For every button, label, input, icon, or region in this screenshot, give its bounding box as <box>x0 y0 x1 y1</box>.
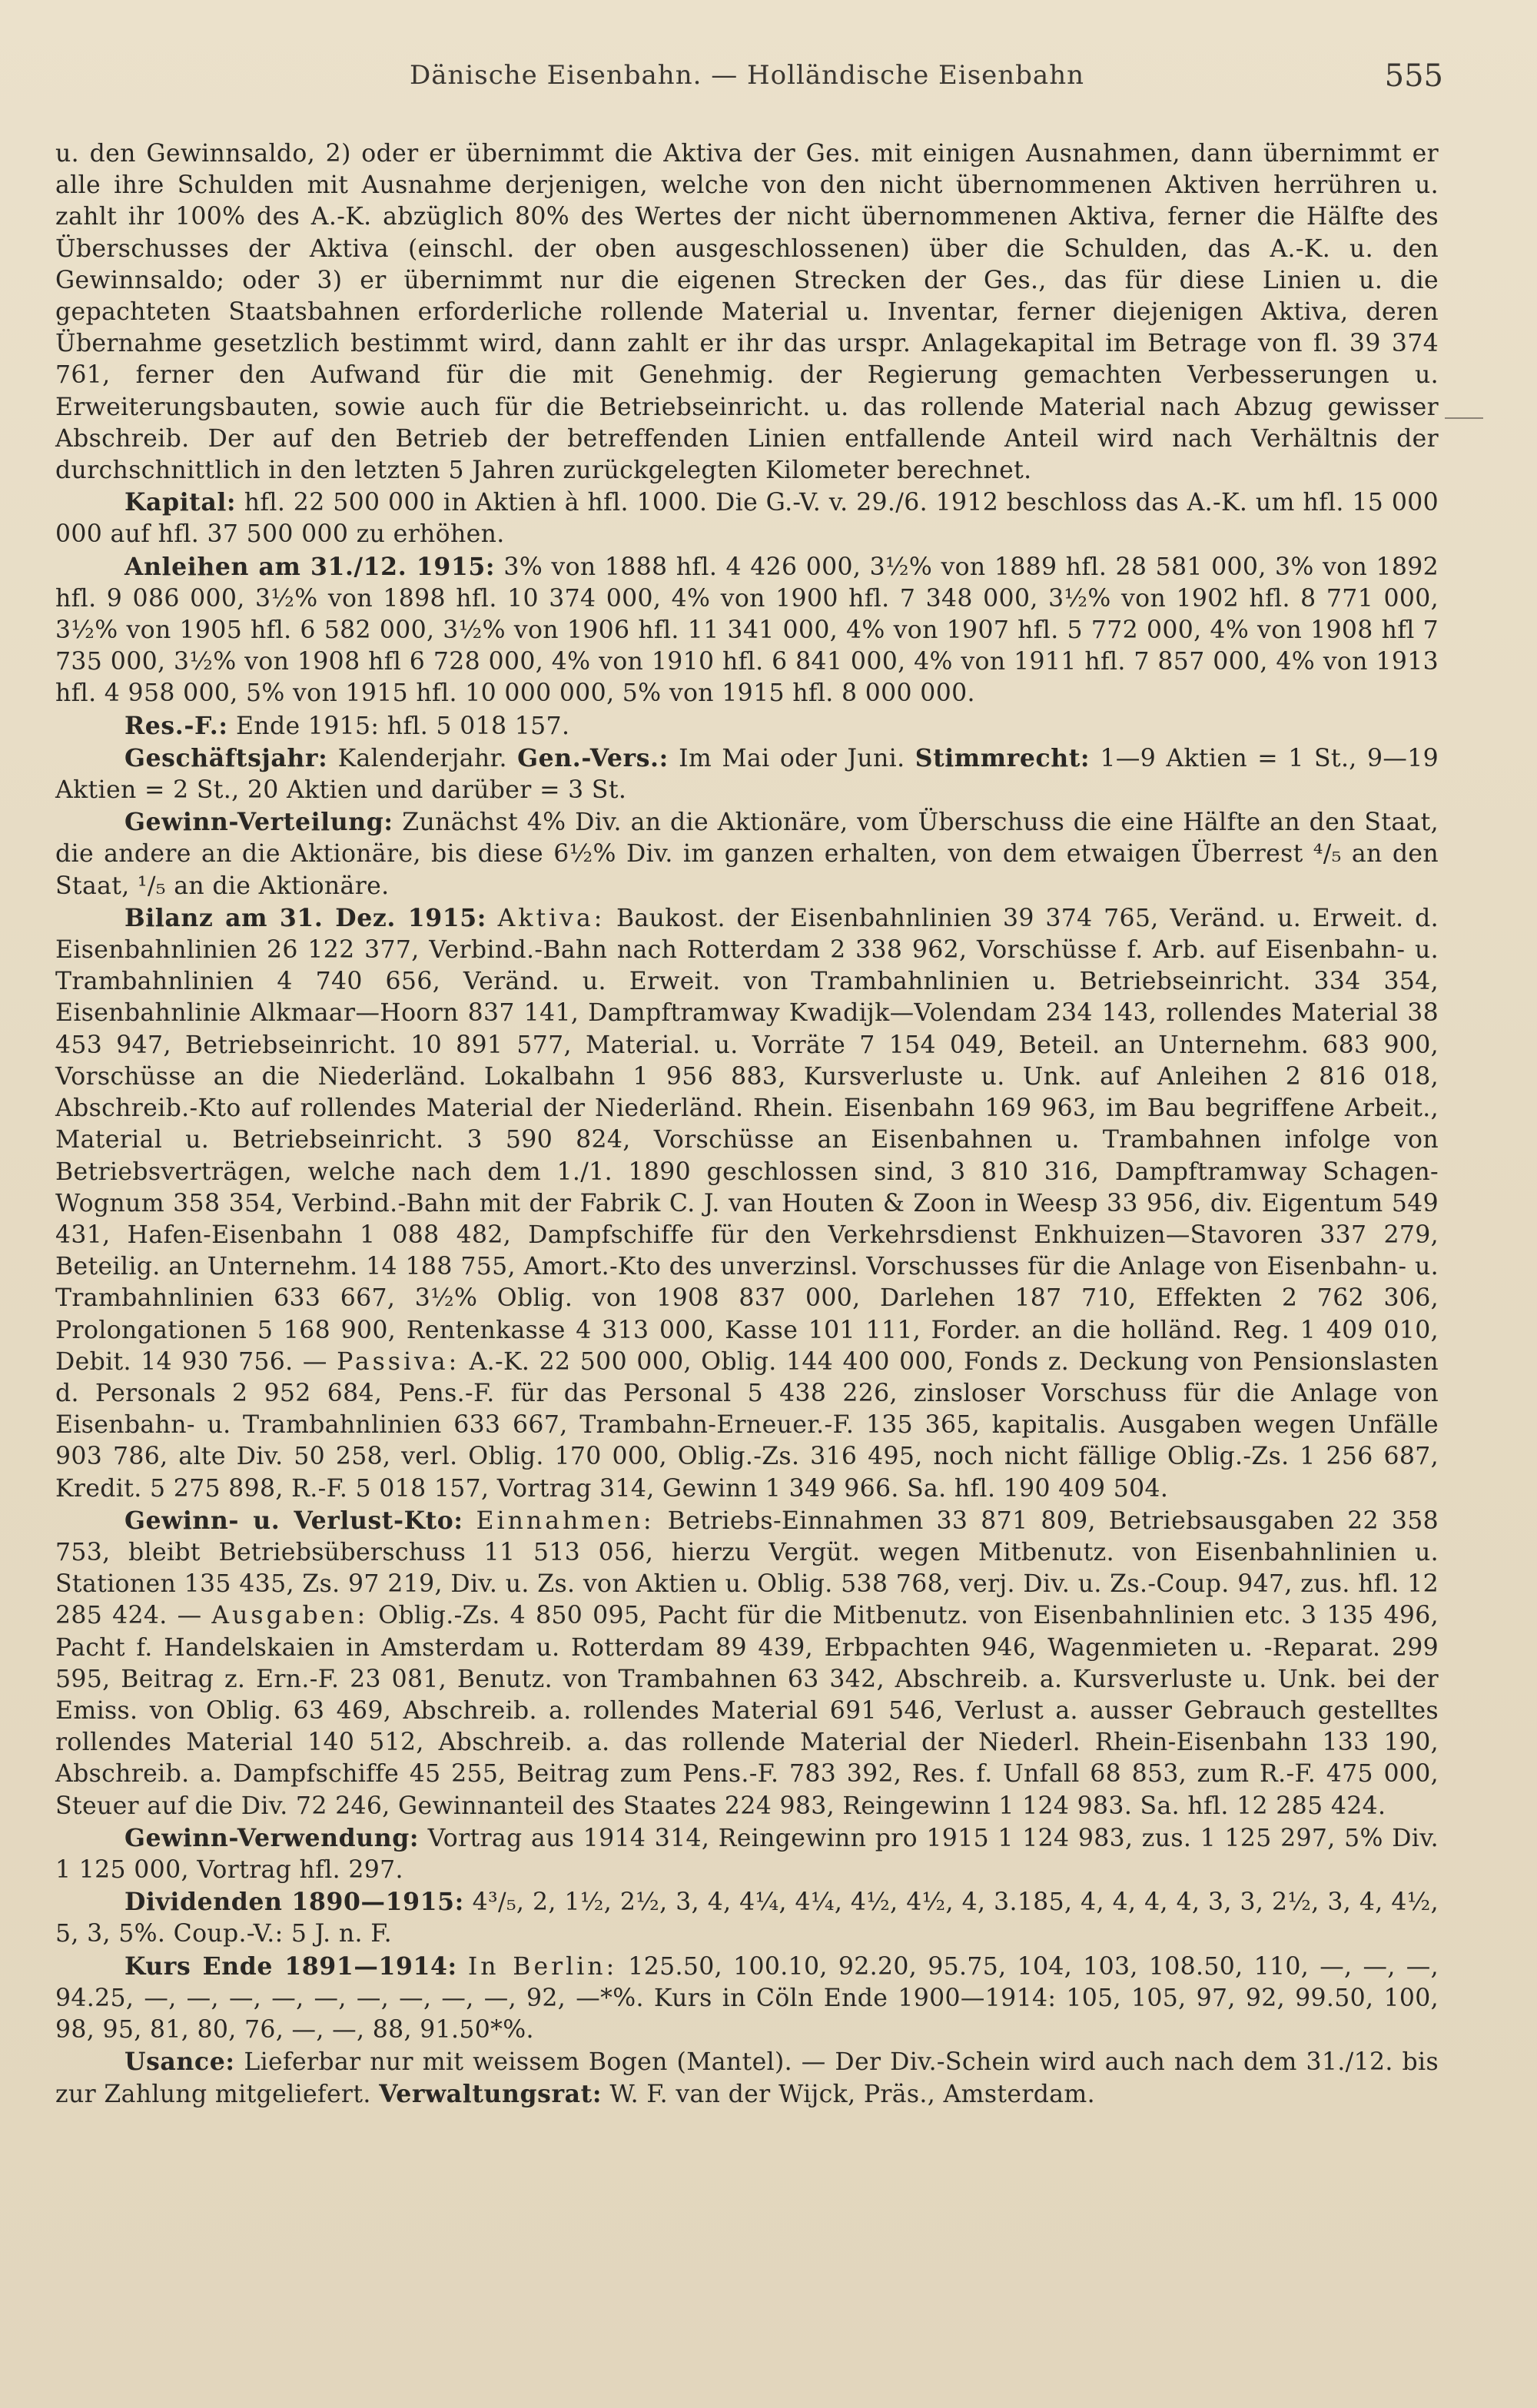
paragraph-lead: Usance: <box>124 2048 235 2077</box>
margin-mark <box>1445 417 1483 419</box>
paragraph-text: 3% von 1888 hfl. 4 426 000, 3½% von 1889 hfl. 28 581 000, 3% von 1892 hfl. 9 086 000, 3½% von 1898 hfl. 10 374 000, 4% von 1900 hfl. 7 348 000, 3½% von 1902 hfl. 8 771 000, 3½% von 1905 hfl. 6 582 000, 3½% von 1906 hfl. 11 341 000, 4% von 1907 hfl. 5 772 000, 4% von 1908 hfl 7 735 000, 3½% von 1908 hfl 6 728 000, 4% von 1910 hfl. 6 841 000, 4% von 1911 hfl. 7 857 000, 4% von 1913 hfl. 4 958 000, 5% von 1915 hfl. 10 000 000, 5% von 1915 hfl. 8 000 000. <box>55 553 1439 708</box>
paragraph-text: Kalenderjahr. <box>327 744 518 772</box>
paragraph-gewinn-verwendung <box>55 1822 1439 1886</box>
paragraph-text: Lieferbar nur mit weissem Bogen (Mantel). — Der Div.-Schein wird auch nach dem 31./12. bis zur Zahlung mitgeliefert. <box>55 2048 1439 2109</box>
paragraph-text: Betriebs-Einnahmen 33 871 809, Betriebsausgaben 22 358 753, bleibt Betriebsüberschuss 11 513 056, hierzu Vergüt. wegen Mitbenutz. von Eisenbahnlinien u. Stationen 135 435, Zs. 97 219, Div. u. Zs. von Aktien u. Oblig. 538 768, verj. Div. u. Zs.-Coup. 947, zus. hfl. 12 285 424. — <box>55 1506 1439 1630</box>
label-aktiva: Aktiva: <box>497 904 606 932</box>
paragraph-text: Vortrag aus 1914 314, Reingewinn pro 1915 1 124 983, zus. 1 125 297, 5% Div. 1 125 000, Vortrag hfl. 297. <box>55 1824 1439 1884</box>
paragraph-lead: Bilanz am 31. Dez. 1915: <box>124 903 487 932</box>
label-in-berlin: In Berlin: <box>467 1952 618 1981</box>
paragraph-text: 1—9 Aktien = 1 St., 9—19 Aktien = 2 St., 20 Aktien und darüber = 3 St. <box>55 744 1439 805</box>
paragraph-kapital <box>55 487 1439 550</box>
paragraph-bilanz <box>55 902 1439 1505</box>
paragraph-text: A.-K. 22 500 000, Oblig. 144 400 000, Fonds z. Deckung von Pensionslasten d. Personals 2 952 684, Pens.-F. für das Personal 5 438 226, zinsloser Vorschuss für die Anlage von Eisenbahn- u. Trambahnlinien 633 667, Trambahn-Erneuer.-F. 135 365, kapitalis. Ausgaben wegen Unfälle 903 786, alte Div. 50 258, verl. Oblig. 170 000, Oblig.-Zs. 316 495, noch nicht fällige Oblig.-Zs. 1 256 687, Kredit. 5 275 898, R.-F. 5 018 157, Vortrag 314, Gewinn 1 349 966. Sa. hfl. 190 409 504. <box>55 1347 1439 1503</box>
paragraph-text: Ende 1915: hfl. 5 018 157. <box>227 712 570 740</box>
paragraph-text: Baukost. der Eisenbahnlinien 39 374 765, Veränd. u. Erweit. d. Eisenbahnlinien 26 122 377, Verbind.-Bahn nach Rotterdam 2 338 962, Vorschüsse f. Arb. auf Eisenbahn- u. Trambahnlinien 4 740 656, Veränd. u. Erweit. von Trambahnlinien u. Betriebseinricht. 334 354, Eisenbahnlinie Alkmaar—Hoorn 837 141, Dampftramway Kwadijk—Volendam 234 143, rollendes Material 38 453 947, Betriebseinricht. 10 891 577, Material. u. Vorräte 7 154 049, Beteil. an Unternehm. 683 900, Vorschüsse an die Niederländ. Lokalbahn 1 956 883, Kursverluste u. Unk. auf Anleihen 2 816 018, Abschreib.-Kto auf rollendes Material der Niederländ. Rhein. Eisenbahn 169 963, im Bau begriffene Arbeit., Material u. Betriebseinricht. 3 590 824, Vorschüsse an Eisenbahnen u. Trambahnen infolge von Betriebsverträgen, welche nach dem 1./1. 1890 geschlossen sind, 3 810 316, Dampftramway Schagen-Wognum 358 354, Verbind.-Bahn mit der Fabrik C. J. van Houten & Zoon in Weesp 33 956, div. Eigentum 549 431, Hafen-Eisenbahn 1 088 482, Dampfschiffe für den Verkehrsdienst Enkhuizen—Stavoren 337 279, Beteilig. an Unternehm. 14 188 755, Amort.-Kto des unverzinsl. Vorschusses für die Anlage von Eisenbahn- u. Trambahnlinien 633 667, 3½% Oblig. von 1908 837 000, Darlehen 187 710, Effekten 2 762 306, Prolongationen 5 168 900, Rentenkasse 4 313 000, Kasse 101 111, Forder. an die holländ. Reg. 1 409 010, Debit. 14 930 756. — <box>55 904 1439 1376</box>
paragraph-text: 125.50, 100.10, 92.20, 95.75, 104, 103, 108.50, 110, —, —, —, 94.25, —, —, —, —, —, —, —, —, —, 92, —*%. Kurs in Cöln Ende 1900—1914: 105, 105, 97, 92, 99.50, 100, 98, 95, 81, 80, 76, —, —, 88, 91.50*%. <box>55 1952 1439 2044</box>
paragraph-text: W. F. van der Wijck, Präs., Amsterdam. <box>602 2081 1095 2109</box>
paragraph-lead: Kapital: <box>124 488 237 517</box>
paragraph-gewinn-verteilung <box>55 806 1439 902</box>
paragraph-lead-stimmrecht: Stimmrecht: <box>915 743 1091 772</box>
paragraph-dividenden <box>55 1886 1439 1950</box>
paragraph-text: 4³/₅, 2, 1½, 2½, 3, 4, 4¼, 4¼, 4½, 4½, 4, 3.185, 4, 4, 4, 4, 3, 3, 2½, 3, 4, 4½, 5, 3, 5%. Coup.-V.: 5 J. n. F. <box>55 1888 1439 1948</box>
paragraph-lead: Gewinn-Verteilung: <box>124 808 393 837</box>
label-einnahmen: Einnahmen: <box>476 1506 655 1535</box>
paragraph-lead: Gewinn- u. Verlust-Kto: <box>124 1506 463 1535</box>
paragraph-lead: Dividenden 1890—1915: <box>124 1888 464 1917</box>
paragraph-lead: Res.-F.: <box>124 711 228 740</box>
label-passiva: Passiva: <box>337 1347 460 1376</box>
label-ausgaben: Ausgaben: <box>211 1602 369 1630</box>
paragraph-lead: Gewinn-Verwendung: <box>124 1823 420 1852</box>
paragraph-lead-verwaltungsrat: Verwaltungsrat: <box>379 2080 603 2109</box>
running-title: Dänische Eisenbahn. — Holländische Eisenbahn <box>409 60 1084 91</box>
paragraph-text: Oblig.-Zs. 4 850 095, Pacht für die Mitbenutz. von Eisenbahnlinien etc. 3 135 496, Pacht f. Handelskaien in Amsterdam u. Rotterdam 89 439, Erbpachten 946, Wagenmieten u. -Reparat. 299 595, Beitrag z. Ern.-F. 23 081, Benutz. von Trambahnen 63 342, Abschreib. a. Kursverluste u. Unk. bei der Emiss. von Oblig. 63 469, Abschreib. a. rollendes Material 691 546, Verlust a. ausser Gebrauch gestelltes rollendes Material 140 512, Abschreib. a. das rollende Material der Niederl. Rhein-Eisenbahn 133 190, Abschreib. a. Dampfschiffe 45 255, Beitrag zum Pens.-F. 783 392, Res. f. Unfall 68 853, zum R.-F. 475 000, Steuer auf die Div. 72 246, Gewinnanteil des Staates 224 983, Reingewinn 1 124 983. Sa. hfl. 12 285 424. <box>55 1602 1439 1820</box>
paragraph-text: hfl. 22 500 000 in Aktien à hfl. 1000. Die G.-V. v. 29./6. 1912 beschloss das A.-K. um hfl. 15 000 000 auf hfl. 37 500 000 zu erhöhen. <box>55 489 1439 549</box>
page-number: 555 <box>1384 58 1443 94</box>
paragraph-text: Zunächst 4% Div. an die Aktionäre, vom Überschuss die eine Hälfte an den Staat, die andere an die Aktionäre, bis diese 6½% Div. im ganzen erhalten, von dem etwaigen Überrest ⁴/₅ an den Staat, ¹/₅ an die Aktionäre. <box>55 809 1439 900</box>
paragraph-usance <box>55 2046 1439 2111</box>
paragraph-lead-gen-vers: Gen.-Vers.: <box>517 743 669 772</box>
paragraph-text: Im Mai oder Juni. <box>668 744 915 772</box>
paragraph-reserve-fund <box>55 710 1439 742</box>
paragraph-text: u. den Gewinnsaldo, 2) oder er übernimmt die Aktiva der Ges. mit einigen Ausnahmen, dann übernimmt er alle ihre Schulden mit Ausnahme derjenigen, welche von den nicht übernommenen Aktiven herrühren u. zahlt ihr 100% des A.-K. abzüglich 80% des Wertes der nicht übernommenen Aktiva, ferner die Hälfte des Überschusses der Aktiva (einschl. der oben ausgeschlossenen) über die Schulden, das A.-K. u. den Gewinnsaldo; oder 3) er übernimmt nur die eigenen Strecken der Ges., das für diese Linien u. die gepachteten Staatsbahnen erforderliche rollende Material u. Inventar, ferner diejenigen Aktiva, deren Übernahme gesetzlich bestimmt wird, dann zahlt er ihr das urspr. Anlagekapital im Betrage von fl. 39 374 761, ferner den Aufwand für die mit Genehmig. der Regierung gemachten Verbesserungen u. Erweiterungsbauten, sowie auch für die Betriebseinricht. u. das rollende Material nach Abzug gewisser Abschreib. Der auf den Betrieb der betreffenden Linien entfallende Anteil wird nach Verhältnis der durchschnittlich in den letzten 5 Jahren zurückgelegten Kilometer berechnet. <box>55 140 1439 485</box>
paragraph-continuation <box>55 138 1439 487</box>
paragraph-lead: Geschäftsjahr: <box>124 743 328 772</box>
paragraph-gewinn-verlust <box>55 1505 1439 1822</box>
paragraph-geschaeftsjahr <box>55 742 1439 806</box>
paragraph-kurs <box>55 1951 1439 2047</box>
body-text <box>55 138 1439 2111</box>
paragraph-lead: Kurs Ende 1891—1914: <box>124 1951 457 1981</box>
running-header <box>55 58 1443 106</box>
paragraph-lead: Anleihen am 31./12. 1915: <box>124 552 496 581</box>
paragraph-anleihen <box>55 551 1439 710</box>
